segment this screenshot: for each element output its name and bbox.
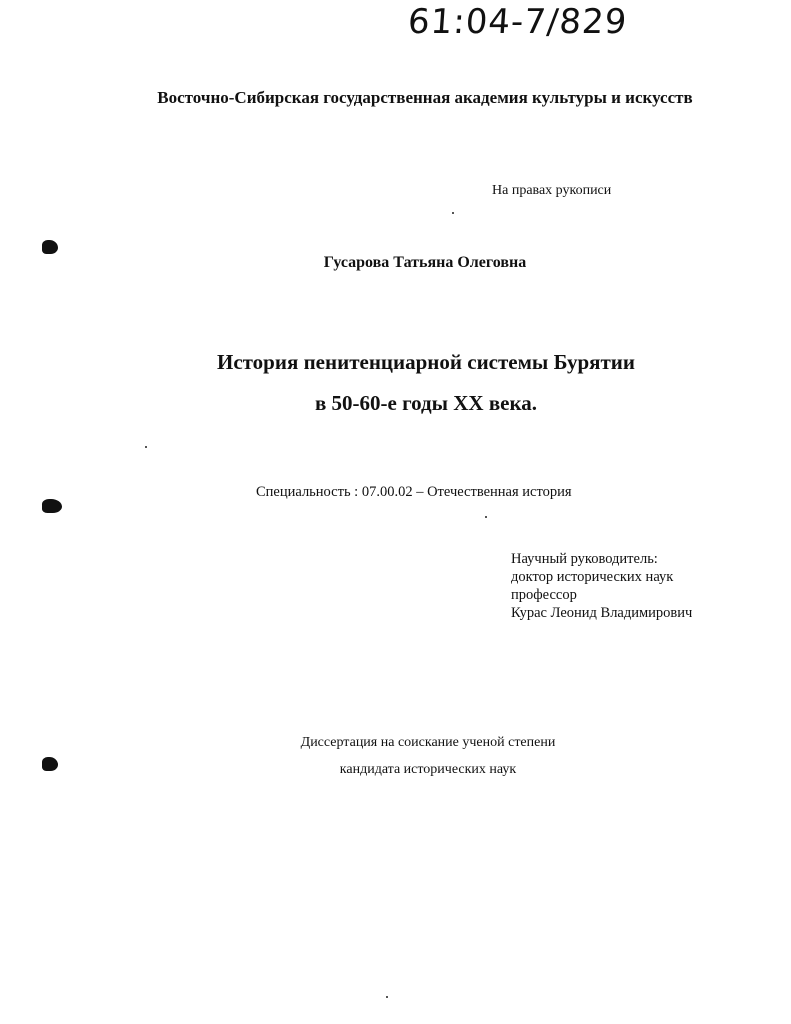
specialty: Специальность : 07.00.02 – Отечественная история — [256, 484, 572, 500]
dissertation-line2: кандидата исторических наук — [339, 762, 517, 777]
supervisor-degree: доктор исторических наук — [511, 569, 674, 585]
manuscript-rights-note: На правах рукописи — [492, 183, 612, 198]
author-name: Гусарова Татьяна Олеговна — [323, 254, 527, 271]
binding-hole-mark — [42, 499, 62, 513]
scan-speck — [485, 516, 487, 518]
supervisor-rank: профессор — [511, 587, 577, 603]
thesis-title-line2: в 50-60-е годы XX века. — [314, 391, 538, 415]
supervisor-block — [511, 550, 692, 622]
scan-speck — [386, 996, 388, 998]
scan-speck — [452, 212, 454, 214]
supervisor-name: Курас Леонид Владимирович — [511, 605, 693, 621]
institution-name: Восточно-Сибирская государственная академия культуры и искусств — [157, 88, 693, 107]
binding-hole-mark — [42, 240, 58, 254]
scan-speck — [145, 446, 147, 448]
binding-hole-mark — [42, 757, 58, 771]
thesis-title-line1: История пенитенциарной системы Бурятии — [216, 350, 635, 374]
handwritten-catalog-number: 61:04-7/829 — [406, 2, 629, 42]
supervisor-label: Научный руководитель: — [511, 551, 658, 567]
dissertation-line1: Диссертация на соискание ученой степени — [300, 735, 556, 750]
